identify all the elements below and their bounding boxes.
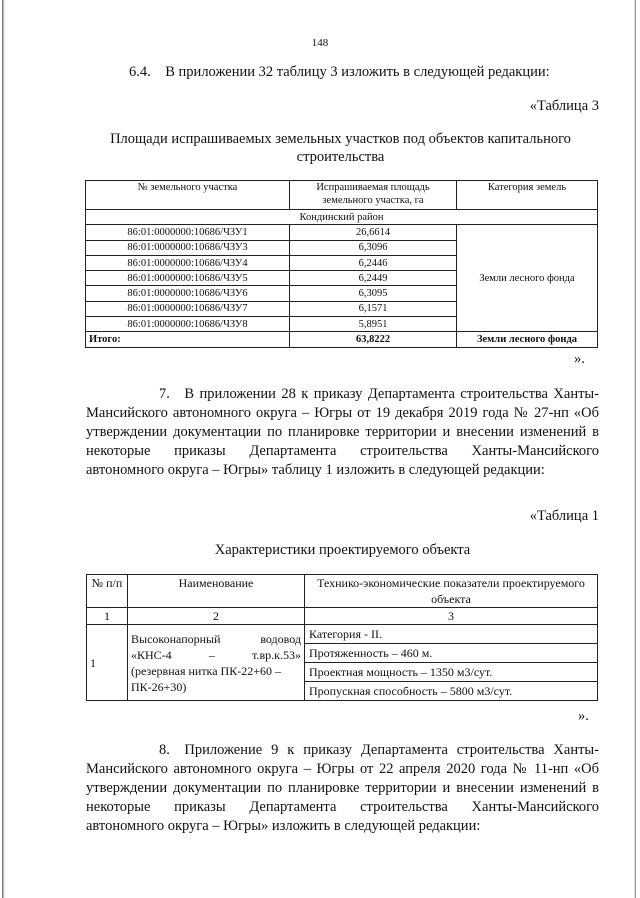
item-8-paragraph: 8. Приложение 9 к приказу Департамента строительства Ханты-Мансийского автономного округа – Югры от 22 апреля 2020 года № 11-нп «Об утверждении документации по планировке территории и внесении изменений в некоторые приказы Департамента строительства Ханты-Мансийского автономного округа – Югры» изложить в следующей редакции: bbox=[86, 742, 599, 834]
plot-area-cell: 6,1571 bbox=[290, 301, 457, 316]
table3-title: Площади испрашиваемых земельных участков под объектов капитального строительства bbox=[110, 131, 571, 165]
table1-label: «Таблица 1 bbox=[529, 508, 599, 524]
col-number-2: 2 bbox=[128, 608, 305, 625]
scan-edge-right bbox=[634, 0, 636, 898]
plot-number-cell: 86:01:0000000:10686/ЧЗУ4 bbox=[86, 255, 290, 270]
plot-number-cell: 86:01:0000000:10686/ЧЗУ3 bbox=[86, 240, 290, 255]
object-name-line: Высоконапорный водовод bbox=[131, 631, 301, 646]
plot-area-cell: 5,8951 bbox=[290, 317, 457, 332]
total-area: 63,8222 bbox=[290, 332, 457, 347]
object-indicators bbox=[305, 625, 598, 701]
table3-header-row bbox=[86, 181, 598, 210]
plot-number-cell: 86:01:0000000:10686/ЧЗУ1 bbox=[86, 225, 290, 240]
object-characteristics-table bbox=[86, 574, 598, 701]
row-number: 1 bbox=[87, 625, 128, 701]
object-name-line: «КНС-4 – т.вр.к.53» bbox=[131, 647, 301, 662]
table-row bbox=[86, 225, 598, 240]
plot-area-cell: 6,2446 bbox=[290, 255, 457, 270]
table3-header-category: Категория земель bbox=[457, 181, 598, 210]
indicator-line: Проектная мощность – 1350 м3/сут. bbox=[305, 663, 597, 682]
table3-total-row bbox=[86, 332, 598, 347]
plot-category-cell: Земли лесного фонда bbox=[457, 225, 598, 332]
table3-region: Кондинский район bbox=[86, 210, 598, 225]
object-name-line: ПК-26+30) bbox=[131, 679, 187, 694]
table1-header-row bbox=[87, 575, 598, 608]
table3-header-area: Испрашиваемая площадь земельного участка, га bbox=[290, 181, 457, 210]
total-category: Земли лесного фонда bbox=[457, 332, 598, 347]
table1-header-indicators: Технико-экономические показатели проектируемого объекта bbox=[305, 575, 598, 608]
indicator-line: Категория - II. bbox=[305, 625, 597, 644]
plot-area-cell: 26,6614 bbox=[290, 225, 457, 240]
plot-area-cell: 6,2449 bbox=[290, 271, 457, 286]
col-number-1: 1 bbox=[87, 608, 128, 625]
plot-number-cell: 86:01:0000000:10686/ЧЗУ8 bbox=[86, 317, 290, 332]
plot-area-cell: 6,3095 bbox=[290, 286, 457, 301]
table3-region-row bbox=[86, 210, 598, 225]
plot-number-cell: 86:01:0000000:10686/ЧЗУ7 bbox=[86, 301, 290, 316]
scan-edge-left bbox=[2, 0, 5, 898]
closing-quote-2: ». bbox=[578, 708, 589, 724]
table1-header-name: Наименование bbox=[128, 575, 305, 608]
table-row bbox=[87, 625, 598, 701]
table3-label: «Таблица 3 bbox=[529, 98, 599, 114]
closing-quote-1: ». bbox=[574, 351, 585, 367]
total-label: Итого: bbox=[86, 332, 290, 347]
item-7-paragraph: 7. В приложении 28 к приказу Департамента строительства Ханты-Мансийского автономного округа – Югры от 19 декабря 2019 года № 27-нп «Об утверждении документации по планировке территории и внесении изменений в некоторые приказы Департамента строительства Ханты-Мансийского автономного округа – Югры» таблицу 1 изложить в следующей редакции: bbox=[86, 386, 599, 478]
plot-number-cell: 86:01:0000000:10686/ЧЗУ6 bbox=[86, 286, 290, 301]
indicator-line: Протяженность – 460 м. bbox=[305, 644, 597, 663]
table3-header-plot: № земельного участка bbox=[86, 181, 290, 210]
object-name-line: (резервная нитка ПК-22+60 – bbox=[131, 663, 281, 678]
object-name bbox=[128, 625, 305, 701]
table1-colnum-row bbox=[87, 608, 598, 625]
land-plots-table bbox=[85, 180, 598, 348]
plot-number-cell: 86:01:0000000:10686/ЧЗУ5 bbox=[86, 271, 290, 286]
table1-title: Характеристики проектируемого объекта bbox=[214, 542, 471, 558]
col-number-3: 3 bbox=[305, 608, 598, 625]
plot-area-cell: 6,3096 bbox=[290, 240, 457, 255]
page-number: 148 bbox=[311, 37, 329, 49]
item-6-4-paragraph: 6.4. В приложении 32 таблицу 3 изложить в следующей редакции: bbox=[129, 64, 550, 80]
table1-header-number: № п/п bbox=[87, 575, 128, 608]
indicator-line: Пропускная способность – 5800 м3/сут. bbox=[309, 684, 513, 698]
